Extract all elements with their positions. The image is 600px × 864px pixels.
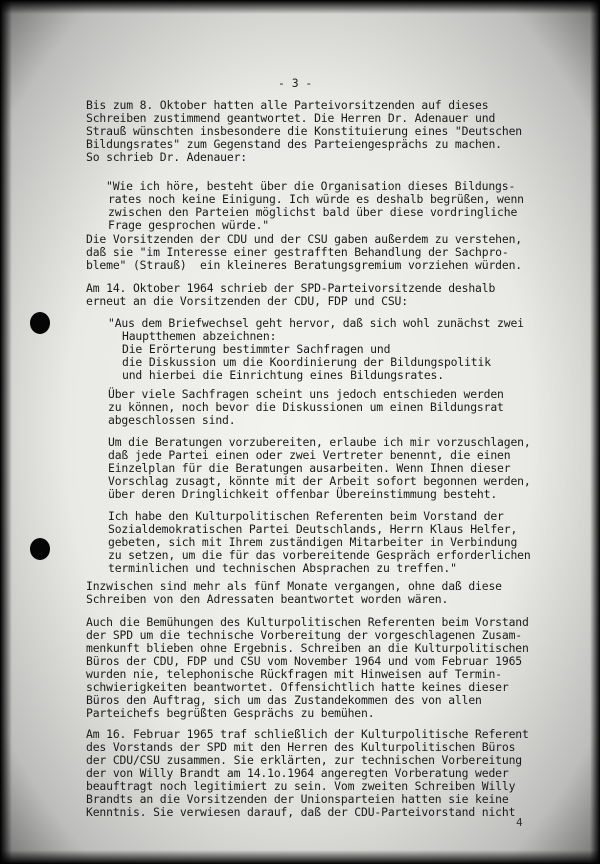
typewritten-text xyxy=(86,0,586,854)
quote-line: terminlichen und technischen Absprachen zu treffen." xyxy=(108,561,457,575)
text-line: der SPD um die technische Vorbereitung der vorgeschlagenen Zusam- xyxy=(86,628,523,642)
quote-line: Hauptthemen abzeichnen: xyxy=(122,329,277,343)
text-line: Kenntnis. Sie verwiesen darauf, daß der CDU-Parteivorstand nicht xyxy=(86,805,516,819)
text-line: bleme" (Strauß) ein kleineres Beratungsgremium vorziehen würden. xyxy=(86,258,523,272)
text-line: daß sie "im Interesse einer gestrafften Behandlung der Sachpro- xyxy=(86,245,509,259)
text-line: Strauß wünschten insbesondere die Konstituierung eines "Deutschen xyxy=(86,124,523,138)
quote-line: Vorschlag zusagt, könnte mit der Arbeit sofort begonnen werden, xyxy=(108,474,531,488)
text-line: Auch die Bemühungen des Kulturpolitischen Referenten beim Vorstand xyxy=(86,615,529,629)
text-line: Parteichefs begrüßten Gesprächs zu bemühen. xyxy=(86,706,375,720)
text-line: erneut an die Vorsitzenden der CDU, FDP und CSU: xyxy=(86,294,408,308)
quote-line: abgeschlossen sind. xyxy=(108,413,236,427)
quote-line: zwischen den Parteien möglichst bald über diese vordringliche xyxy=(108,205,518,219)
quote-line: zu setzen, um die für das vorbereitende Gespräch erforderlichen xyxy=(108,548,531,562)
text-line: Inzwischen sind mehr als fünf Monate vergangen, ohne daß diese xyxy=(86,579,502,593)
text-line: Büros den Auftrag, sich um das Zustandekommen des von allen xyxy=(86,693,482,707)
text-line: Schreiben von den Adressaten beantwortet worden wären. xyxy=(86,592,449,606)
text-line: Am 16. Februar 1965 traf schließlich der Kulturpolitische Referent xyxy=(86,727,529,741)
text-line: Schreiben zustimmend geantwortet. Die Herren Dr. Adenauer und xyxy=(86,111,496,125)
quote-line: gebeten, sich mit Ihrem zuständigen Mitarbeiter in Verbindung xyxy=(108,535,518,549)
quote-line: Die Erörterung bestimmter Sachfragen und xyxy=(122,342,391,356)
corner-mark: 4 xyxy=(516,816,523,829)
quote-line: Einzelplan für die Beratungen ausarbeiten. Wenn Ihnen dieser xyxy=(108,461,511,475)
quote-line: rates noch keine Einigung. Ich würde es deshalb begrüßen, wenn xyxy=(108,192,524,206)
text-line: beauftragt noch legitimiert zu sein. Vom zweiten Schreiben Willy xyxy=(86,779,516,793)
page-number: - 3 - xyxy=(278,76,313,90)
text-line: menkunft blieben ohne Ergebnis. Schreiben an die Kulturpolitischen xyxy=(86,641,529,655)
text-line: Die Vorsitzenden der CDU und der CSU gaben außerdem zu verstehen, xyxy=(86,232,523,246)
text-line: So schrieb Dr. Adenauer: xyxy=(86,150,247,164)
quote-line: Frage gesprochen würde." xyxy=(108,218,269,232)
quote-line: Über viele Sachfragen scheint uns jedoch entschieden werden xyxy=(108,387,504,401)
scan-edge-left xyxy=(0,0,12,864)
quote-line: "Wie ich höre, besteht über die Organisation dieses Bildungs- xyxy=(106,179,516,193)
scan-edge-right xyxy=(590,0,600,864)
quote-line: Sozialdemokratischen Partei Deutschlands, Herrn Klaus Helfer, xyxy=(108,522,518,536)
text-line: Brandts an die Vorsitzenden der Unionsparteien hatten sie keine xyxy=(86,792,509,806)
quote-line: über deren Dringlichkeit offenbar Übereinstimmung besteht. xyxy=(108,487,498,501)
text-line: Büros der CDU, FDP und CSU vom November 1964 und vom Februar 1965 xyxy=(86,654,523,668)
punch-hole-lower xyxy=(30,538,50,560)
text-line: der CDU/CSU zusammen. Sie erklärten, zur technischen Vorbereitung xyxy=(86,753,523,767)
quote-line: Ich habe den Kulturpolitischen Referenten beim Vorstand der xyxy=(108,509,504,523)
quote-line: und hierbei die Einrichtung eines Bildungsrates. xyxy=(122,368,444,382)
text-line: wurden nie, telephonische Rückfragen mit Hinweisen auf Termin- xyxy=(86,667,502,681)
text-line: schwierigkeiten beantwortet. Offensichtlich hatte keines dieser xyxy=(86,680,509,694)
text-line: Bildungsrates" zum Gegenstand des Parteiengesprächs zu machen. xyxy=(86,137,502,151)
quote-line: die Diskussion um die Koordinierung der Bildungspolitik xyxy=(122,355,491,369)
quote-line: "Aus dem Briefwechsel geht hervor, daß sich wohl zunächst zwei xyxy=(108,316,524,330)
text-line: der von Willy Brandt am 14.1o.1964 angeregten Vorberatung weder xyxy=(86,766,509,780)
punch-hole-upper xyxy=(30,312,50,334)
quote-line: daß jede Partei einen oder zwei Vertreter benennt, die einen xyxy=(108,448,511,462)
text-line: Bis zum 8. Oktober hatten alle Parteivorsitzenden auf dieses xyxy=(86,98,489,112)
quote-line: zu können, noch bevor die Diskussionen um einen Bildungsrat xyxy=(108,400,504,414)
text-line: Am 14. Oktober 1964 schrieb der SPD-Parteivorsitzende deshalb xyxy=(86,281,496,295)
text-line: des Vorstands der SPD mit den Herren des Kulturpolitischen Büros xyxy=(86,740,516,754)
quote-line: Um die Beratungen vorzubereiten, erlaube ich mir vorzuschlagen, xyxy=(108,435,531,449)
